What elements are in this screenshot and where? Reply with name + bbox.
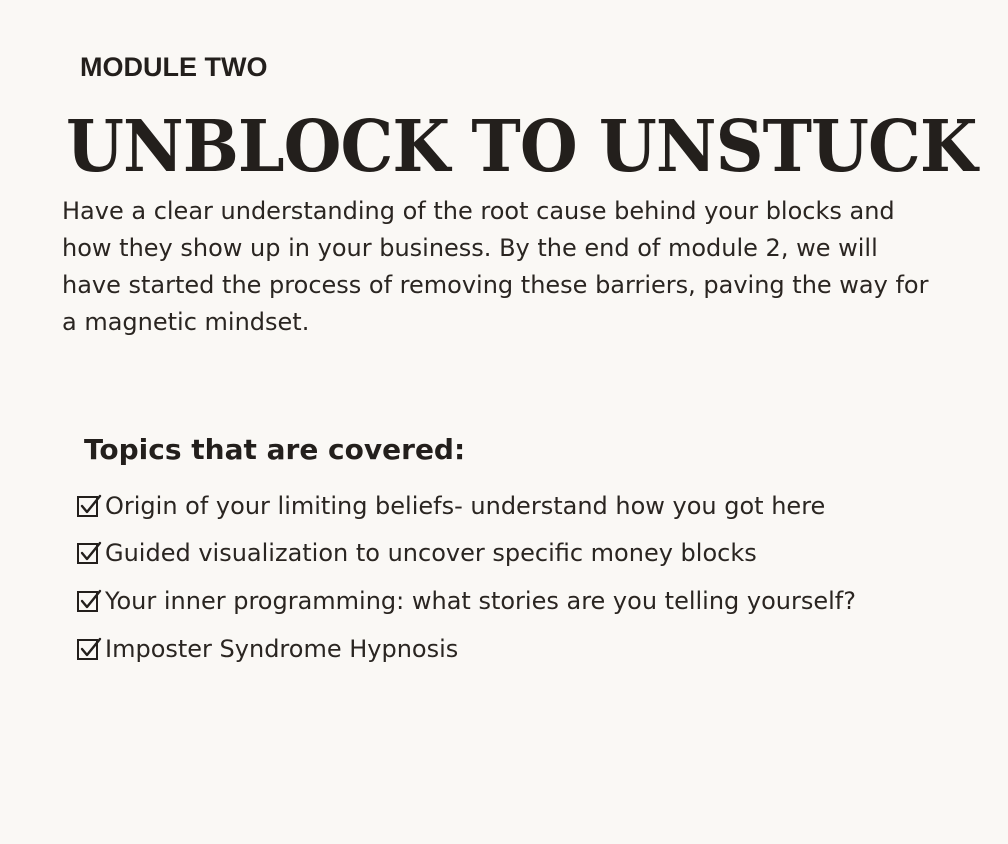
topic-item — [76, 530, 976, 578]
module-intro: Have a clear understanding of the root cause behind your blocks and how they show up in your business. By the end of module 2, we will have started the process of removing these barriers, paving the way for a magnetic mindset. — [62, 197, 929, 336]
topic-item — [76, 625, 976, 673]
topics-heading: Topics that are covered: — [84, 433, 466, 466]
topic-item — [76, 482, 976, 530]
checkbox-checked-icon — [76, 636, 102, 662]
topic-item — [76, 577, 976, 625]
topic-label: Origin of your limiting beliefs- understand how you got here — [105, 491, 826, 520]
checkbox-checked-icon — [76, 540, 102, 566]
module-eyebrow: MODULE TWO — [80, 52, 268, 82]
topics-list — [76, 482, 976, 672]
module-title: UNBLOCK TO UNSTUCK — [66, 104, 977, 188]
topic-label: Guided visualization to uncover specific money blocks — [105, 539, 757, 568]
topic-label: Your inner programming: what stories are you telling yourself? — [105, 586, 856, 615]
checkbox-checked-icon — [76, 588, 102, 614]
checkbox-checked-icon — [76, 493, 102, 519]
topic-label: Imposter Syndrome Hypnosis — [105, 634, 459, 663]
